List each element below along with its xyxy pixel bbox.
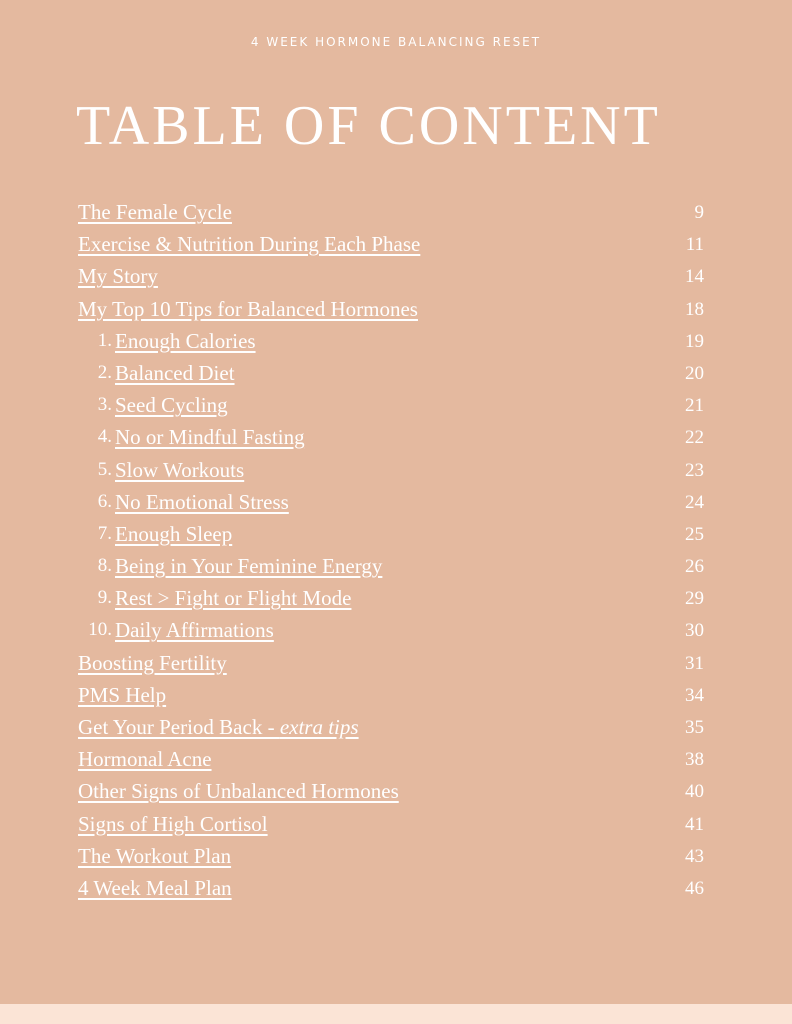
footer-band <box>0 1004 792 1024</box>
toc-entry-page: 30 <box>685 620 704 642</box>
toc-entry-number: 9. <box>97 587 112 609</box>
toc-entry-number: 5. <box>97 458 112 480</box>
toc-entry-link[interactable] <box>115 586 351 611</box>
toc-entry-label: No or Mindful Fasting <box>115 425 305 450</box>
toc-entry <box>0 745 792 777</box>
toc-entry <box>0 488 792 520</box>
toc-entry-page: 35 <box>685 717 704 738</box>
toc-entry-link[interactable] <box>115 490 289 515</box>
toc-entry <box>0 842 792 874</box>
toc-entry-label: Daily Affirmations <box>115 618 274 643</box>
toc-entry-page: 9 <box>694 202 704 223</box>
toc-entry-page: 18 <box>685 298 704 320</box>
toc-entry-link[interactable] <box>78 715 359 740</box>
toc-entry <box>0 456 792 488</box>
toc-entry-label: Enough Calories <box>115 328 256 353</box>
toc-entry-label: The Workout Plan <box>78 843 232 868</box>
toc-entry-link[interactable] <box>115 425 305 450</box>
toc-entry-link[interactable] <box>115 554 382 579</box>
toc-entry-link[interactable] <box>78 812 268 837</box>
toc-entry-link[interactable] <box>115 618 274 643</box>
toc-entry <box>0 584 792 616</box>
toc-entry-number: 8. <box>97 555 112 577</box>
toc-entry-page: 43 <box>685 845 704 867</box>
header-kicker: 4 WEEK HORMONE BALANCING RESET <box>250 35 542 49</box>
toc-entry-label: Signs of High Cortisol <box>78 811 268 836</box>
toc-entry-label: Get Your Period Back - <box>78 715 280 739</box>
toc-entry <box>0 616 792 648</box>
toc-entry-label: Other Signs of Unbalanced Hormones <box>78 779 399 804</box>
toc-entry-page: 31 <box>685 652 704 674</box>
toc-entry-label: PMS Help <box>78 682 167 707</box>
toc-entry-label: The Female Cycle <box>78 200 232 224</box>
toc-entry-link[interactable] <box>78 876 232 901</box>
toc-entry-page: 29 <box>685 588 704 610</box>
page-title: TABLE OF CONTENT <box>76 95 661 157</box>
toc-entry-page: 21 <box>685 395 704 417</box>
toc-entry-link[interactable] <box>78 683 166 708</box>
toc-entry-label: No Emotional Stress <box>115 489 289 514</box>
toc-entry-page: 22 <box>685 427 704 449</box>
toc-entry-label: My Story <box>78 264 158 289</box>
toc-entry <box>0 777 792 809</box>
toc-entry-page: 19 <box>685 330 704 352</box>
toc-entry <box>0 391 792 423</box>
toc-entry-label: Balanced Diet <box>115 360 235 385</box>
toc-entry-page: 24 <box>685 491 704 513</box>
toc-entry-page: 46 <box>685 877 704 899</box>
toc-entry-number: 1. <box>97 329 112 351</box>
toc-entry-link[interactable] <box>78 200 232 225</box>
table-of-contents <box>0 198 792 906</box>
toc-entry-label: Being in Your Feminine Energy <box>115 554 383 579</box>
toc-entry-number: 10. <box>88 619 112 641</box>
toc-entry <box>0 198 792 230</box>
toc-entry-link[interactable] <box>78 651 227 676</box>
toc-entry-link[interactable] <box>115 458 244 483</box>
toc-entry-link[interactable] <box>115 393 228 418</box>
toc-entry-page: 11 <box>685 234 704 256</box>
toc-entry <box>0 713 792 745</box>
toc-entry-page: 14 <box>685 266 704 288</box>
toc-entry-label: 4 Week Meal Plan <box>78 875 232 900</box>
toc-entry <box>0 649 792 681</box>
toc-entry-page: 34 <box>685 684 704 706</box>
toc-entry-number: 4. <box>97 426 112 448</box>
toc-entry-number: 7. <box>97 522 112 544</box>
toc-entry-label: Slow Workouts <box>115 457 245 482</box>
toc-entry <box>0 874 792 906</box>
toc-entry-link[interactable] <box>78 232 420 257</box>
toc-entry-link[interactable] <box>115 522 232 547</box>
toc-entry <box>0 295 792 327</box>
toc-entry <box>0 262 792 294</box>
toc-entry-label: Rest > Fight or Flight Mode <box>115 586 352 611</box>
toc-entry <box>0 230 792 262</box>
toc-entry-label-italic: extra tips <box>279 715 359 739</box>
toc-entry-page: 23 <box>685 459 704 481</box>
toc-entry-page: 38 <box>685 749 704 771</box>
toc-entry <box>0 520 792 552</box>
toc-entry-number: 6. <box>97 490 112 512</box>
toc-entry-page: 20 <box>685 362 704 384</box>
toc-entry-link[interactable] <box>78 747 212 772</box>
toc-entry-link[interactable] <box>78 844 231 869</box>
toc-entry-link[interactable] <box>78 297 418 322</box>
toc-entry-page: 40 <box>685 781 704 803</box>
toc-entry <box>0 327 792 359</box>
toc-entry-number: 2. <box>97 361 112 383</box>
toc-entry-page: 25 <box>685 523 704 545</box>
toc-entry <box>0 359 792 391</box>
toc-entry-label: Exercise & Nutrition During Each Phase <box>78 232 421 257</box>
toc-entry-page: 41 <box>685 813 704 835</box>
toc-entry-link[interactable] <box>78 264 158 289</box>
toc-entry-label: Enough Sleep <box>115 521 233 546</box>
toc-entry-page: 26 <box>685 556 704 578</box>
toc-entry <box>0 810 792 842</box>
toc-entry-number: 3. <box>97 394 112 416</box>
toc-entry-label: Boosting Fertility <box>78 650 227 675</box>
toc-entry-link[interactable] <box>115 329 256 354</box>
toc-entry-link[interactable] <box>78 779 399 804</box>
toc-entry <box>0 423 792 455</box>
toc-entry-label: Hormonal Acne <box>78 747 212 772</box>
toc-entry <box>0 681 792 713</box>
toc-entry-label: My Top 10 Tips for Balanced Hormones <box>78 296 418 321</box>
toc-entry-label: Seed Cycling <box>115 393 228 418</box>
toc-entry-link[interactable] <box>115 361 235 386</box>
toc-entry <box>0 552 792 584</box>
